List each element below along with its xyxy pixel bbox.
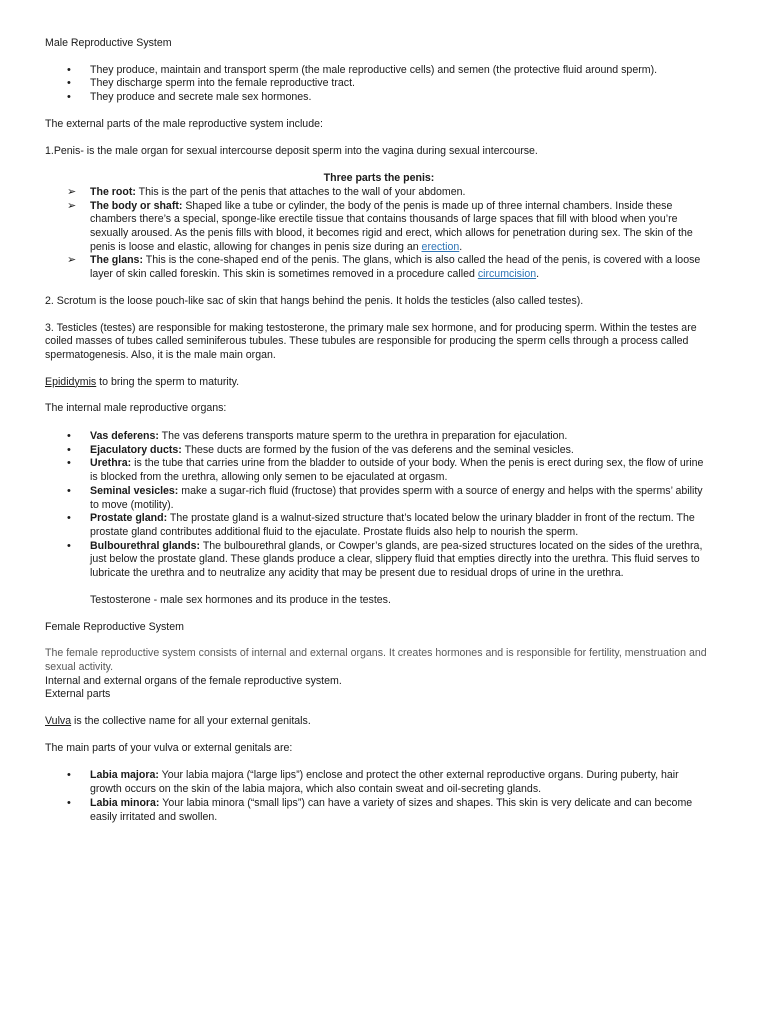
external-parts-label: External parts: [45, 688, 111, 701]
definition: This is the cone-shaped end of the penis. The glans, which is also called the head of the penis, is covered with a loose layer of skin called foreskin. This skin is sometimes removed in a procedure called: [90, 254, 701, 281]
term: Labia minora:: [90, 796, 160, 809]
epididymis-term: Epididymis: [45, 375, 97, 388]
definition: The bulbourethral glands, or Cowper’s glands, are pea-sized structures located on the sides of the urethra, just below the prostate gland. These glands produce a clear, slippery fluid that empties directly into the urethra. This fluid serves to lubricate the urethra and to neutralize any acidity that may be present due to residual drops of urine in the urethra.: [90, 539, 703, 580]
term-body-shaft: The body or shaft:: [90, 199, 183, 212]
definition: Shaped like a tube or cylinder, the body of the penis is made up of three internal chambers. Inside these chambers there’s a special, sponge-like erectile tissue that contains thousands of large spaces that fill with blood when you’re sexually aroused. As the penis fills with blood, it becomes rigid and erect, which allows for penetration during sex. The skin of the penis is loose and elastic, allowing for changes in penis size during an: [90, 199, 693, 253]
list-item: [45, 540, 713, 581]
list-item: [45, 444, 713, 458]
female-parts-list: [45, 769, 713, 824]
female-section-title: Female Reproductive System: [45, 620, 184, 633]
testicles-paragraph: 3. Testicles (testes) are responsible for making testosterone, the primary male sex hormone, and for producing sperm. Within the testes are coiled masses of tubes called seminiferous tubules. These tubules are responsible for producing the sperm cells through a process called spermatogenesis. Also, it is the male main organ.: [45, 321, 697, 361]
term: Ejaculatory ducts:: [90, 443, 182, 456]
list-item: [45, 512, 713, 539]
definition: These ducts are formed by the fusion of the vas deferens and the seminal vesicles.: [181, 443, 574, 456]
term-glans: The glans:: [90, 254, 143, 267]
list-item: [45, 485, 713, 512]
scrotum-paragraph: 2. Scrotum is the loose pouch-like sac of skin that hangs behind the penis. It holds the testicles (also called testes).: [45, 294, 584, 307]
epididymis-text: to bring the sperm to maturity.: [96, 375, 240, 388]
internal-organs-list: [45, 430, 713, 581]
definition: make a sugar-rich fluid (fructose) that provides sperm with a source of energy and helps with the sperms’ ability to move (motility).: [90, 484, 703, 511]
internal-organs-heading: The internal male reproductive organs:: [45, 402, 227, 415]
term: Vas deferens:: [90, 430, 159, 443]
main-parts-heading: The main parts of your vulva or external genitals are:: [45, 741, 293, 754]
list-item: [45, 457, 713, 484]
list-item: • They discharge sperm into the female reproductive tract.: [45, 77, 713, 91]
definition: This is the part of the penis that attaches to the wall of your abdomen.: [135, 185, 466, 198]
list-item: [45, 797, 713, 824]
vulva-term: Vulva: [45, 715, 72, 728]
list-item: [45, 430, 713, 444]
epididymis-paragraph: [45, 376, 713, 390]
penis-parts-list: [45, 186, 713, 282]
vulva-text: is the collective name for all your external genitals.: [71, 715, 311, 728]
penis-paragraph: 1.Penis- is the male organ for sexual intercourse deposit sperm into the vagina during sexual intercourse.: [45, 144, 538, 157]
list-item: • They produce and secrete male sex hormones.: [45, 91, 713, 105]
erection-link[interactable]: erection: [421, 240, 460, 253]
definition: is the tube that carries urine from the bladder to outside of your body. When the penis is erect during sex, the flow of urine is blocked from the urethra, allowing only semen to be ejaculated at orgasm.: [90, 457, 704, 484]
term-root: The root:: [90, 185, 136, 198]
three-parts-heading: Three parts the penis:: [323, 172, 435, 185]
term: Labia majora:: [90, 769, 159, 782]
list-item: • They produce, maintain and transport sperm (the male reproductive cells) and semen (the protective fluid around sperm).: [45, 64, 713, 78]
vulva-paragraph: [45, 715, 713, 729]
term: Bulbourethral glands:: [90, 539, 201, 552]
testosterone-line: Testosterone - male sex hormones and its produce in the testes.: [90, 593, 391, 606]
definition: The prostate gland is a walnut-sized structure that’s located below the urinary bladder in front of the rectum. The prostate gland contributes additional fluid to the ejaculate. Prostate fluids also help to nourish the sperm.: [90, 512, 695, 538]
punctuation: .: [536, 268, 540, 281]
list-item: [45, 200, 713, 255]
list-item: [45, 186, 713, 200]
list-item: [45, 769, 713, 796]
external-parts-heading: The external parts of the male reproductive system include:: [45, 117, 323, 130]
internal-external-line: Internal and external organs of the female reproductive system.: [45, 674, 342, 687]
female-intro: The female reproductive system consists of internal and external organs. It creates hormones and is responsible for fertility, menstruation and sexual activity.: [45, 647, 707, 673]
definition: Your labia minora (“small lips”) can have a variety of sizes and shapes. This skin is very delicate and can become easily irritated and swollen.: [90, 796, 693, 823]
definition: The vas deferens transports mature sperm to the urethra in preparation for ejaculation.: [158, 430, 568, 443]
term: Urethra:: [90, 457, 132, 470]
circumcision-link[interactable]: circumcision: [477, 268, 537, 281]
term: Prostate gland:: [90, 512, 168, 525]
list-item: [45, 254, 713, 281]
male-section-title: Male Reproductive System: [45, 37, 172, 49]
male-intro-list: [45, 64, 713, 105]
punctuation: .: [459, 240, 463, 253]
definition: Your labia majora (“large lips”) enclose and protect the other external reproductive organs. During puberty, hair growth occurs on the skin of the labia majora, which also contain sweat and oil-secreting glands.: [90, 769, 679, 796]
term: Seminal vesicles:: [90, 484, 179, 497]
